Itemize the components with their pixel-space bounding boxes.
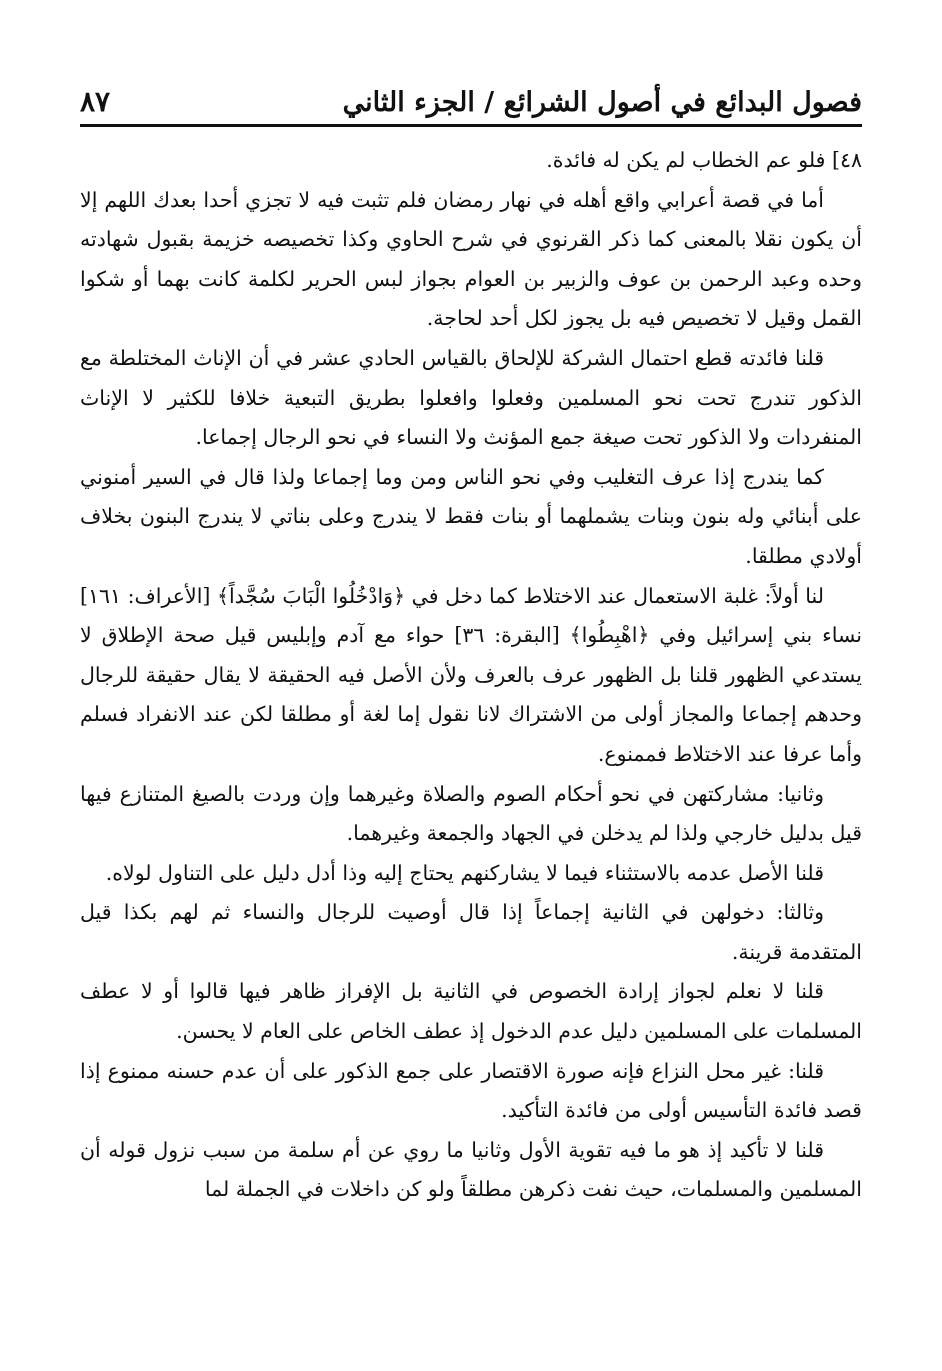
paragraph: وثالثا: دخولهن في الثانية إجماعاً إذا قال أوصيت للرجال والنساء ثم لهم بكذا قيل المتقدمة قرينة.: [80, 900, 862, 964]
running-header: [80, 70, 862, 127]
paragraph: قلنا لا نعلم لجواز إرادة الخصوص في الثانية بل الإفراز ظاهر فيها قالوا أو لا عطف المسلمات على المسلمين دليل عدم الدخول إذ عطف الخاص على العام لا يحسن.: [80, 979, 862, 1044]
paragraph: ٤٨] فلو عم الخطاب لم يكن له فائدة.: [546, 148, 862, 172]
paragraph: لنا أولاً: غلبة الاستعمال عند الاختلاط كما دخل في ﴿وَادْخُلُوا الْبَابَ سُجَّداً﴾ [الأعراف: ١٦١] نساء بني إسرائيل وفي ﴿اهْبِطُوا﴾ [البقرة: ٣٦] حواء مع آدم وإبليس قيل صحة الإطلاق لا يستدعي الظهور قلنا بل الظهور عرف بالعرف ولأن الأصل فيه الحقيقة لا يقال حقيقة للرجال وحدهم إجماعا والمجاز أولى من الاشتراك لانا نقول إما لغة أو مطلقا لكن عند الانفراد فسلم وأما عرفا عند الاختلاط فممنوع.: [80, 583, 862, 766]
paragraph: كما يندرج إذا عرف التغليب وفي نحو الناس ومن وما إجماعا ولذا قال في السير أمنوني على أبنائي وله بنون وبنات يشملهما أو بنات فقط لا يندرج وعلى بناتي لا يندرج البنون بخلاف أولادي مطلقا.: [80, 464, 862, 568]
paragraph: وثانيا: مشاركتهن في نحو أحكام الصوم والصلاة وغيرهما وإن وردت بالصيغ المتنازع فيها قيل بدليل خارجي ولذا لم يدخلن في الجهاد والجمعة وغيرهما.: [80, 781, 862, 846]
book-title: فصول البدائع في أصول الشرائع / الجزء الثاني: [342, 87, 862, 118]
page-number: ٨٧: [80, 85, 111, 118]
page: [80, 70, 862, 1210]
paragraph: أما في قصة أعرابي واقع أهله في نهار رمضان فلم تثبت فيه لا تجزي أحدا بعدك اللهم إلا أن يكون نقلا بالمعنى كما ذكر القرنوي في شرح الحاوي وكذا تخصيصه خزيمة بقبول شهادته وحده وعبد الرحمن بن عوف والزبير بن العوام بجواز لبس الحرير لكلمة كانت بهما أو شكوا القمل وقيل لا تخصيص فيه بل يجوز لكل أحد لحاجة.: [80, 187, 862, 331]
body-text: [80, 141, 862, 1210]
paragraph: قلنا الأصل عدمه بالاستثناء فيما لا يشاركنهم يحتاج إليه وذا أدل دليل على التناول لولاه.: [105, 860, 824, 885]
paragraph: قلنا: غير محل النزاع فإنه صورة الاقتصار على جمع الذكور على أن عدم حسنه ممنوع إذا قصد فائدة التأسيس أولى من فائدة التأكيد.: [80, 1058, 862, 1123]
paragraph: قلنا لا تأكيد إذ هو ما فيه تقوية الأول وثانيا ما روي عن أم سلمة من سبب نزول قوله أن المسلمين والمسلمات، حيث نفت ذكرهن مطلقاً ولو كن داخلات في الجملة لما: [80, 1137, 862, 1202]
paragraph: قلنا فائدته قطع احتمال الشركة للإلحاق بالقياس الحادي عشر في أن الإناث المختلطة مع الذكور تندرج تحت نحو المسلمين وفعلوا وافعلوا بطريق التبعية خلافا للكثير لا الإناث المنفردات ولا الذكور تحت صيغة جمع المؤنث ولا النساء في نحو الرجال إجماعا.: [80, 345, 862, 450]
